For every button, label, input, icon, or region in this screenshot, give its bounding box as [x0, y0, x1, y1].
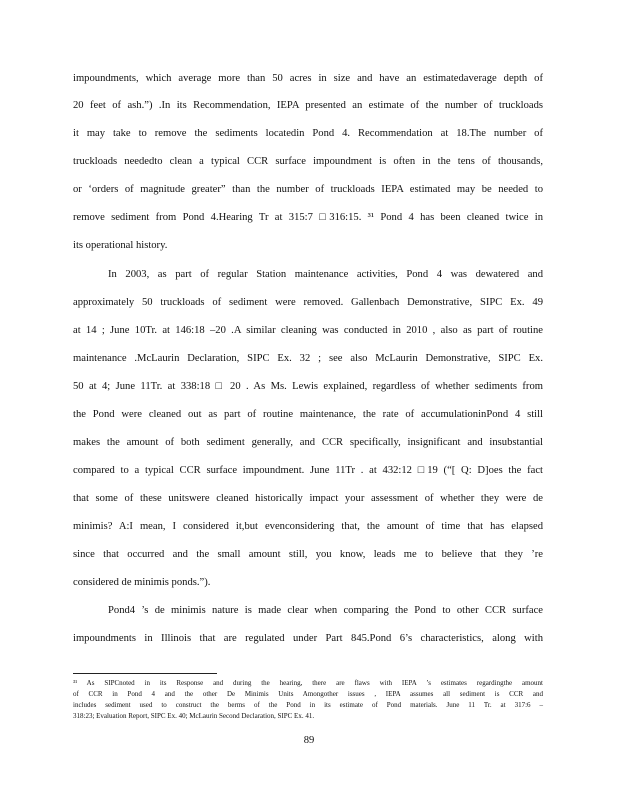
body-line: or ‘orders of magnitude greater” than the number of truckloads IEPA estimated may be needed to: [73, 184, 543, 195]
body-line: 20 feet of ash.”) .In its Recommendation, IEPA presented an estimate of the number of truckloads: [73, 100, 543, 111]
body-line: makes the amount of both sediment generally, and CCR specifically, insignificant and insubstantial: [73, 437, 543, 448]
body-line: since that occurred and the small amount still, you know, leads me to believe that they ’re: [73, 549, 543, 560]
body-line: compared to a typical CCR surface impoundment. June 11Tr . at 432:12 □19 (“[ Q: D]oes the fact: [73, 465, 543, 476]
body-line: considered de minimis ponds.”).: [73, 577, 211, 588]
footnote-line: ³¹ As SIPCnoted in its Response and during the hearing, there are flaws with IEPA ’s estimates regardingthe amount: [73, 679, 543, 687]
body-line: Pond4 ’s de minimis nature is made clear when comparing the Pond to other CCR surface: [108, 605, 543, 616]
body-line: its operational history.: [73, 240, 168, 251]
footnote-line: of CCR in Pond 4 and the other De Minimis Units Amongother issues , IEPA assumes all sediment is CCR and: [73, 690, 543, 698]
body-line: at 14 ; June 10Tr. at 146:18 –20 .A similar cleaning was conducted in 2010 , also as part of routine: [73, 325, 543, 336]
footnote-separator: [73, 673, 217, 674]
body-line: truckloads neededto clean a typical CCR surface impoundment is often in the tens of thousands,: [73, 156, 543, 167]
body-line: remove sediment from Pond 4.Hearing Tr at 315:7 □316:15. ³¹ Pond 4 has been cleaned twice in: [73, 212, 543, 223]
body-line: the Pond were cleaned out as part of routine maintenance, the rate of accumulationinPond 4 still: [73, 409, 543, 420]
body-line: impoundments, which average more than 50 acres in size and have an estimatedaverage depth of: [73, 73, 543, 84]
body-line: In 2003, as part of regular Station maintenance activities, Pond 4 was dewatered and: [108, 269, 543, 280]
footnote-line: includes sediment used to construct the berms of the Pond in its estimate of Pond materials. June 11 Tr. at 317:6 –: [73, 701, 543, 709]
body-line: that some of these unitswere cleaned historically impact your assessment of whether they were de: [73, 493, 543, 504]
body-line: approximately 50 truckloads of sediment were removed. Gallenbach Demonstrative, SIPC Ex. 49: [73, 297, 543, 308]
body-line: minimis? A:I mean, I considered it,but evenconsidering that, the amount of time that has elapsed: [73, 521, 543, 532]
page-number: 89: [303, 735, 315, 746]
body-line: maintenance .McLaurin Declaration, SIPC Ex. 32 ; see also McLaurin Demonstrative, SIPC Ex.: [73, 353, 543, 364]
footnote-line: 318:23; Evaluation Report, SIPC Ex. 40; McLaurin Second Declaration, SIPC Ex. 41.: [73, 712, 315, 720]
body-line: it may take to remove the sediments locatedin Pond 4. Recommendation at 18.The number of: [73, 128, 543, 139]
body-line: impoundments in Illinois that are regulated under Part 845.Pond 6’s characteristics, along with: [73, 633, 543, 644]
body-line: 50 at 4; June 11Tr. at 338:18 □ 20 . As Ms. Lewis explained, regardless of whether sediments from: [73, 381, 543, 392]
